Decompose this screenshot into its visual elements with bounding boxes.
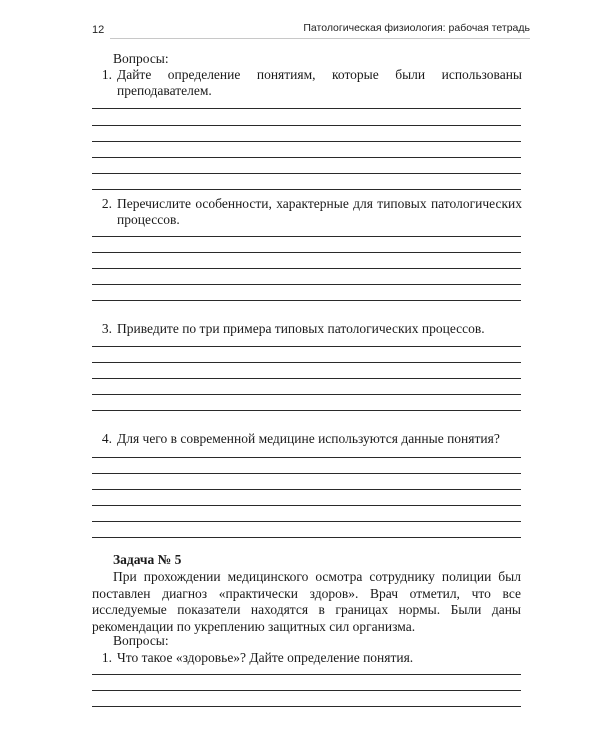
answer-line[interactable]	[92, 346, 521, 347]
question-text: Приведите по три примера типовых патологических процессов.	[117, 321, 485, 336]
answer-line[interactable]	[92, 394, 521, 395]
answer-line[interactable]	[92, 284, 521, 285]
answer-line[interactable]	[92, 362, 521, 363]
answer-line[interactable]	[92, 378, 521, 379]
answer-line[interactable]	[92, 505, 521, 506]
running-title: Патологическая физиология: рабочая тетрадь	[303, 22, 530, 34]
answer-line[interactable]	[92, 300, 521, 301]
question-4	[92, 431, 522, 447]
answer-line[interactable]	[92, 141, 521, 142]
question-number: 1.	[101, 67, 112, 82]
header-rule	[110, 38, 530, 39]
task-paragraph: При прохождении медицинского осмотра сотруднику полиции был поставлен диагноз «практически здоров». Врач отметил, что все исследуемые показатели находятся в границах нормы. Были даны рекомендации по укреплению защитных сил организма.	[92, 569, 521, 634]
task5-question-1	[92, 650, 522, 666]
answer-line[interactable]	[92, 236, 521, 237]
answer-line[interactable]	[92, 410, 521, 411]
question-number: 4.	[101, 431, 112, 446]
answer-line[interactable]	[92, 706, 521, 707]
page-header	[92, 22, 530, 40]
answer-line[interactable]	[92, 690, 521, 691]
answer-line[interactable]	[92, 537, 521, 538]
task-title: Задача № 5	[113, 552, 182, 567]
answer-line[interactable]	[92, 489, 521, 490]
answer-line[interactable]	[92, 674, 521, 675]
answer-line[interactable]	[92, 457, 521, 458]
question-1	[92, 67, 522, 99]
page-number: 12	[92, 24, 105, 36]
question-number: 3.	[101, 321, 112, 336]
question-3	[92, 321, 522, 337]
question-text: Для чего в современной медицине используются данные понятия?	[117, 431, 500, 446]
answer-line[interactable]	[92, 252, 521, 253]
question-text: Что такое «здоровье»? Дайте определение понятия.	[117, 650, 414, 665]
answer-line[interactable]	[92, 157, 521, 158]
question-number: 2.	[101, 196, 112, 211]
answer-line[interactable]	[92, 173, 521, 174]
answer-line[interactable]	[92, 473, 521, 474]
task-questions-heading: Вопросы:	[113, 633, 169, 648]
question-number: 1.	[101, 650, 112, 665]
question-2	[92, 196, 522, 228]
answer-line[interactable]	[92, 189, 521, 190]
answer-line[interactable]	[92, 268, 521, 269]
questions-heading: Вопросы:	[113, 51, 169, 66]
question-text: Дайте определение понятиям, которые были использованы преподавателем.	[117, 67, 522, 98]
answer-line[interactable]	[92, 108, 521, 109]
answer-line[interactable]	[92, 521, 521, 522]
answer-line[interactable]	[92, 125, 521, 126]
question-text: Перечислите особенности, характерные для типовых патологических процессов.	[117, 196, 522, 227]
